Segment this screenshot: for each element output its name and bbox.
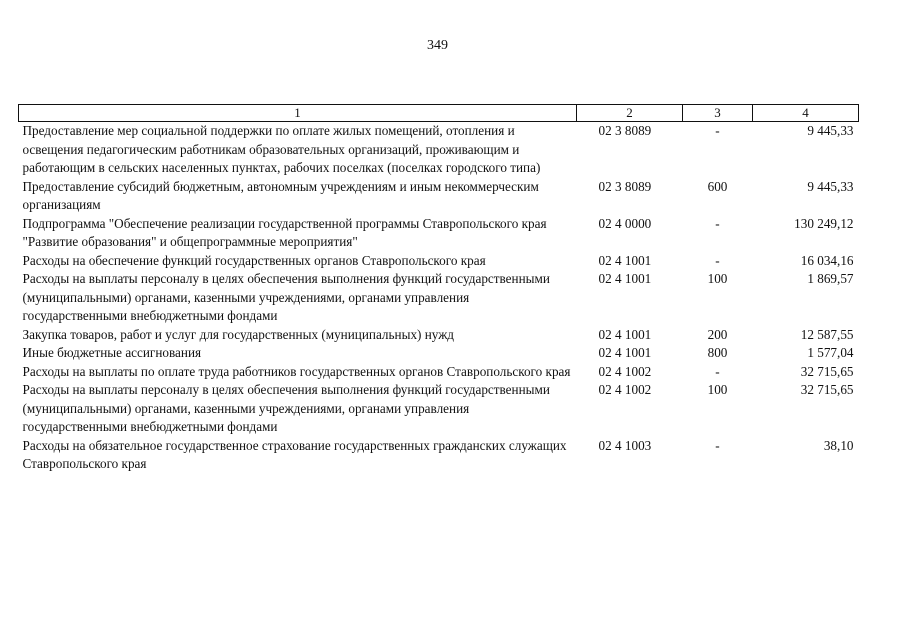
row-code: 02 3 8089: [598, 178, 652, 194]
column-header-type: 3: [683, 105, 753, 122]
column-header-amount: 4: [753, 105, 859, 122]
row-name: Иные бюджетные ассигнования: [22, 345, 202, 360]
table-row: [19, 326, 859, 345]
row-name: Расходы на обеспечение функций государственных органов Ставропольского края: [22, 252, 486, 268]
row-code: 02 4 1001: [598, 252, 652, 268]
row-amount: 1 577,04: [807, 345, 854, 360]
row-amount: 9 445,33: [807, 178, 854, 194]
row-code: 02 4 1002: [598, 363, 652, 379]
row-code: 02 4 1003: [598, 437, 652, 453]
row-amount: 38,10: [823, 437, 854, 453]
row-type: 100: [707, 382, 728, 397]
row-type: 200: [707, 326, 728, 342]
row-name: Предоставление мер социальной поддержки по оплате жилых помещений, отопления и освещения педагогическим работникам образовательных организаций, проживающим и работающим в сельских населенных пунктах, рабочих поселках (поселках городского типа): [22, 123, 541, 175]
row-amount: 16 034,16: [800, 252, 854, 268]
row-name: Подпрограмма "Обеспечение реализации государственной программы Ставропольского края "Развитие образования" и общепрограммные мероприятия": [22, 215, 547, 249]
row-type: -: [715, 215, 720, 231]
row-code: 02 3 8089: [598, 123, 652, 138]
row-name: Предоставление субсидий бюджетным, автономным учреждениям и иным некоммерческим организациям: [22, 178, 539, 212]
table-header: [19, 105, 859, 122]
row-name: Расходы на выплаты персоналу в целях обеспечения выполнения функций государственными (муниципальными) органами, казенными учреждениями, органами управления государственными внебюджетными фондами: [22, 271, 550, 323]
row-code: 02 4 1001: [598, 326, 652, 342]
table-body: [19, 122, 859, 474]
table-row: [19, 270, 859, 326]
table-row: [19, 437, 859, 474]
row-name: Расходы на выплаты персоналу в целях обеспечения выполнения функций государственными (муниципальными) органами, казенными учреждениями, органами управления государственными внебюджетными фондами: [22, 382, 550, 434]
row-type: 800: [707, 345, 728, 360]
row-name: Расходы на выплаты по оплате труда работников государственных органов Ставропольского края: [22, 363, 571, 379]
page-number: 349: [427, 38, 448, 53]
row-type: -: [715, 123, 720, 138]
table-row: [19, 178, 859, 215]
row-name: Закупка товаров, работ и услуг для государственных (муниципальных) нужд: [22, 326, 455, 342]
table-row: [19, 122, 859, 178]
table-row: [19, 344, 859, 363]
row-amount: 1 869,57: [807, 271, 854, 286]
budget-table: [18, 104, 859, 474]
budget-table-container: [18, 104, 858, 474]
column-header-code: 2: [577, 105, 683, 122]
row-code: 02 4 1001: [598, 345, 652, 360]
row-amount: 32 715,65: [800, 363, 854, 379]
row-amount: 32 715,65: [800, 382, 854, 397]
row-amount: 9 445,33: [807, 123, 854, 138]
table-row: [19, 363, 859, 382]
column-header-name: 1: [19, 105, 577, 122]
table-row: [19, 215, 859, 252]
row-code: 02 4 1002: [598, 382, 652, 397]
row-code: 02 4 0000: [598, 215, 652, 231]
table-row: [19, 252, 859, 271]
row-type: -: [715, 437, 720, 453]
row-type: -: [715, 363, 720, 379]
row-amount: 130 249,12: [794, 215, 854, 231]
row-amount: 12 587,55: [800, 326, 854, 342]
row-type: -: [715, 252, 720, 268]
row-name: Расходы на обязательное государственное страхование государственных гражданских служащих Ставропольского края: [22, 437, 567, 471]
row-code: 02 4 1001: [598, 271, 652, 286]
table-row: [19, 381, 859, 437]
row-type: 600: [707, 178, 728, 194]
header-row: [19, 105, 859, 122]
row-type: 100: [707, 271, 728, 286]
